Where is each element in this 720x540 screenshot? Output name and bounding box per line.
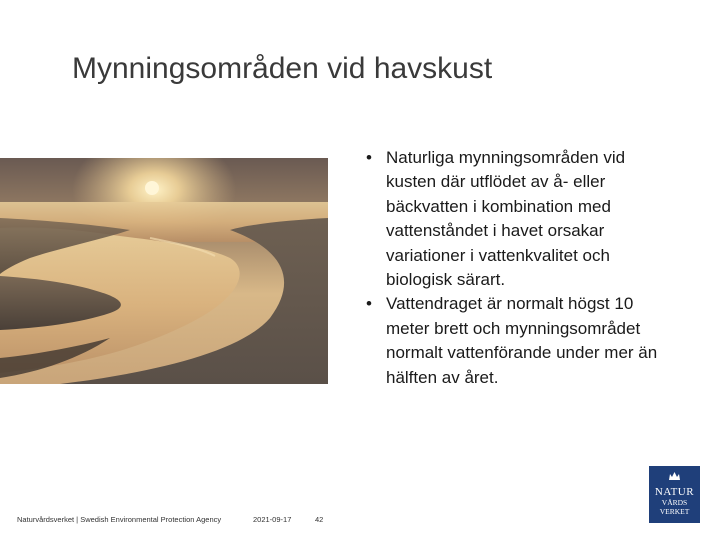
logo-line-2: VÅRDS (661, 498, 688, 507)
bullet-glyph: • (366, 148, 372, 167)
bullet-glyph: • (366, 294, 372, 314)
estuary-sunset-photo (0, 158, 328, 384)
naturvardsverket-logo (649, 466, 700, 523)
slide-title: Mynningsområden vid havskust (72, 52, 493, 85)
logo-line-3: VERKET (659, 507, 690, 516)
footer-organization: Naturvårdsverket | Swedish Environmental Protection Agency (17, 515, 222, 524)
bullet-item (366, 292, 666, 390)
footer-page-number: 42 (315, 515, 324, 524)
logo-line-1: NATUR (654, 486, 695, 498)
bullet-text: Vattendraget är normalt högst 10 meter brett och mynningsområdet normalt vattenförande under mer än hälften av året. (386, 294, 658, 387)
crown-icon (669, 472, 680, 480)
bullet-item (366, 146, 666, 292)
bullet-list (366, 146, 666, 390)
bullet-text: Naturliga mynningsområden vid kusten där utflödet av å- eller bäckvatten i kombination med vattenståndet i havet orsakar variationer i vattenkvalitet och biologisk särart. (386, 148, 626, 290)
footer-date: 2021-09-17 (253, 515, 292, 524)
